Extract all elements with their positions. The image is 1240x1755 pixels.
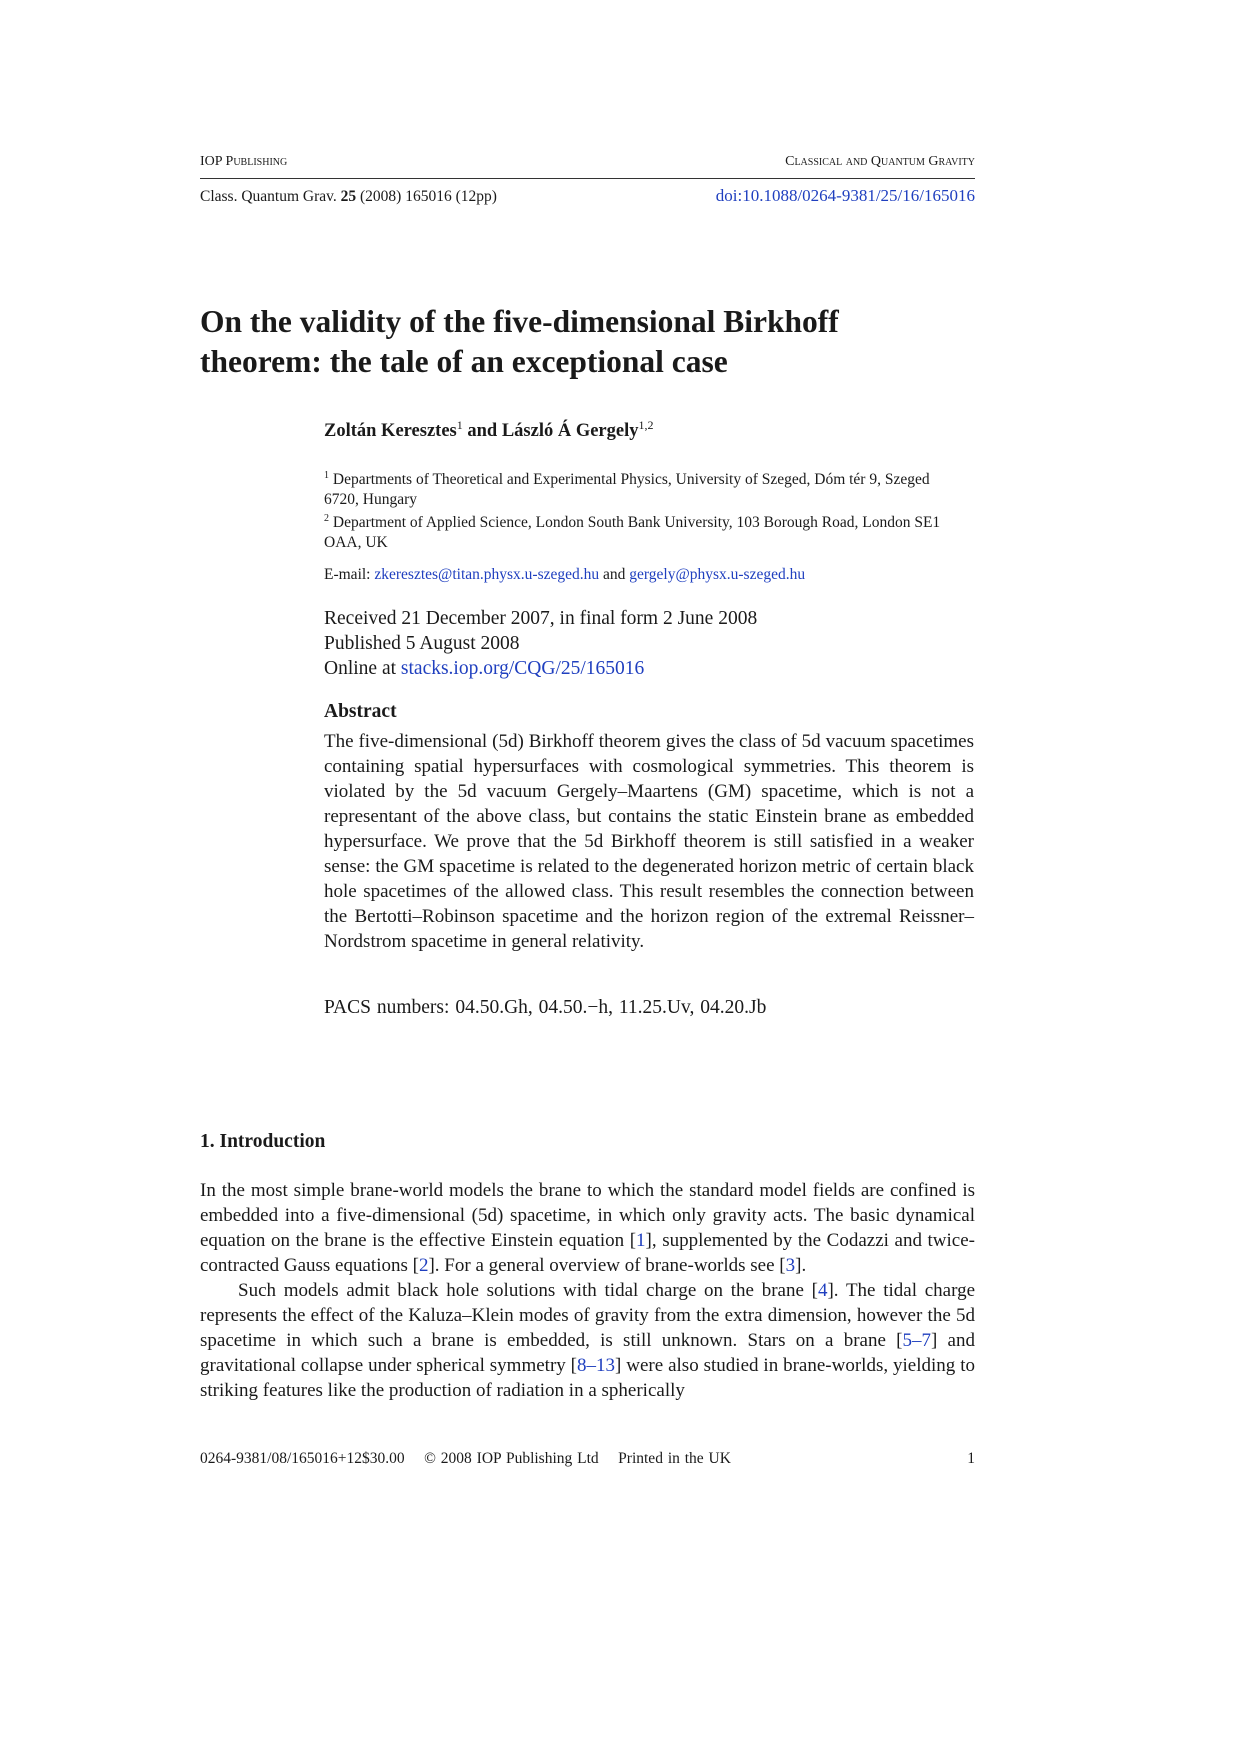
citation-line <box>200 188 497 206</box>
author-list <box>324 418 653 442</box>
publication-dates <box>324 606 757 681</box>
affiliation <box>324 509 964 552</box>
email-line <box>324 566 805 584</box>
cite-suffix: (2008) 165016 (12pp) <box>356 188 497 205</box>
received-date: Received 21 December 2007, in final form 2 June 2008 <box>324 608 758 629</box>
reference-link[interactable]: 5–7 <box>902 1330 931 1351</box>
author-name: László Á Gergely <box>501 421 639 442</box>
affiliation-text: Departments of Theoretical and Experimental Physics, University of Szeged, Dóm tér 9, Szeged 6720, Hungary <box>324 471 930 508</box>
published-date: Published 5 August 2008 <box>324 633 520 654</box>
page-number: 1 <box>967 1450 975 1467</box>
online-link[interactable]: stacks.iop.org/CQG/25/165016 <box>400 658 645 679</box>
author-affil-sup: 1 <box>456 418 463 432</box>
reference-link[interactable]: 2 <box>418 1255 429 1276</box>
email-join: and <box>603 566 626 583</box>
abstract-heading: Abstract <box>324 701 397 722</box>
text-run: ]. <box>795 1255 807 1276</box>
text-run: ], supplemented by the Codazzi and twice-contracted Gauss equations [ <box>200 1230 975 1276</box>
text-run: In the most simple brane-world models the brane to which the standard model fields are confined is embedded into a five-dimensional (5d) spacetime, in which only gravity acts. The basic dynamical equation on the brane is the effective Einstein equation [ <box>200 1180 975 1251</box>
doi-link[interactable]: doi:10.1088/0264-9381/25/16/165016 <box>715 186 975 205</box>
pacs-values: 04.50.Gh, 04.50.−h, 11.25.Uv, 04.20.Jb <box>455 997 767 1018</box>
reference-link[interactable]: 3 <box>785 1255 796 1276</box>
pacs-line <box>324 997 766 1019</box>
reference-link[interactable]: 4 <box>817 1280 828 1301</box>
text-run: ] and gravitational collapse under spherical symmetry [ <box>200 1330 975 1376</box>
cite-prefix: Class. Quantum Grav. <box>200 188 341 205</box>
reference-link[interactable]: 1 <box>636 1230 646 1251</box>
pacs-label: PACS numbers: <box>324 997 450 1018</box>
affiliation-sup: 2 <box>324 513 329 525</box>
text-run: Such models admit black hole solutions with tidal charge on the brane [ <box>238 1280 818 1301</box>
header-rule <box>200 178 975 179</box>
introduction-body <box>200 1178 975 1403</box>
email-label: E-mail: <box>324 566 371 583</box>
affiliation-sup: 1 <box>324 470 329 481</box>
journal-name: Classical and Quantum Gravity <box>785 154 975 169</box>
cite-volume: 25 <box>340 188 357 205</box>
email-link[interactable]: zkeresztes@titan.physx.u-szeged.hu <box>374 566 600 583</box>
email-link[interactable]: gergely@physx.u-szeged.hu <box>629 566 806 583</box>
affiliation <box>324 466 964 509</box>
author-name: Zoltán Keresztes <box>324 421 457 442</box>
reference-link[interactable]: 8–13 <box>577 1355 616 1376</box>
online-line <box>324 656 757 681</box>
publisher-name: IOP Publishing <box>200 154 288 169</box>
footer-copyright: 0264-9381/08/165016+12$30.00 © 2008 IOP Publishing Ltd Printed in the UK <box>200 1450 731 1467</box>
author-join: and <box>467 421 498 442</box>
abstract-text: The five-dimensional (5d) Birkhoff theorem gives the class of 5d vacuum spacetimes containing spatial hypersurfaces with cosmological symmetries. This theorem is violated by the 5d vacuum Gergely–Maartens (GM) spacetime, which is not a representant of the above class, but contains the static Einstein brane as embedded hypersurface. We prove that the 5d Birkhoff theorem is still satisfied in a weaker sense: the GM spacetime is related to the degenerated horizon metric of certain black hole spacetimes of the allowed class. This result resembles the connection between the Bertotti–Robinson spacetime and the horizon region of the extremal Reissner–Nordstrom spacetime in general relativity. <box>324 731 974 952</box>
affiliations <box>324 466 964 552</box>
text-run: ] were also studied in brane-worlds, yielding to striking features like the production of radiation in a spherically <box>200 1355 975 1401</box>
affiliation-text: Department of Applied Science, London South Bank University, 103 Borough Road, London SE1 OAA, UK <box>324 514 941 551</box>
text-run: ]. For a general overview of brane-worlds see [ <box>428 1255 786 1276</box>
section-heading: 1. Introduction <box>200 1131 326 1152</box>
author-affil-sup: 1,2 <box>638 418 654 432</box>
text-run: ]. The tidal charge represents the effect of the Kaluza–Klein modes of gravity from the extra dimension, however the 5d spacetime in which such a brane is embedded, is still unknown. Stars on a brane [ <box>200 1280 976 1351</box>
paragraph <box>200 1278 975 1403</box>
paragraph <box>200 1178 975 1278</box>
paper-title: On the validity of the five-dimensional Birkhoff theorem: the tale of an exceptional case <box>200 304 839 379</box>
online-label: Online at <box>324 658 397 679</box>
